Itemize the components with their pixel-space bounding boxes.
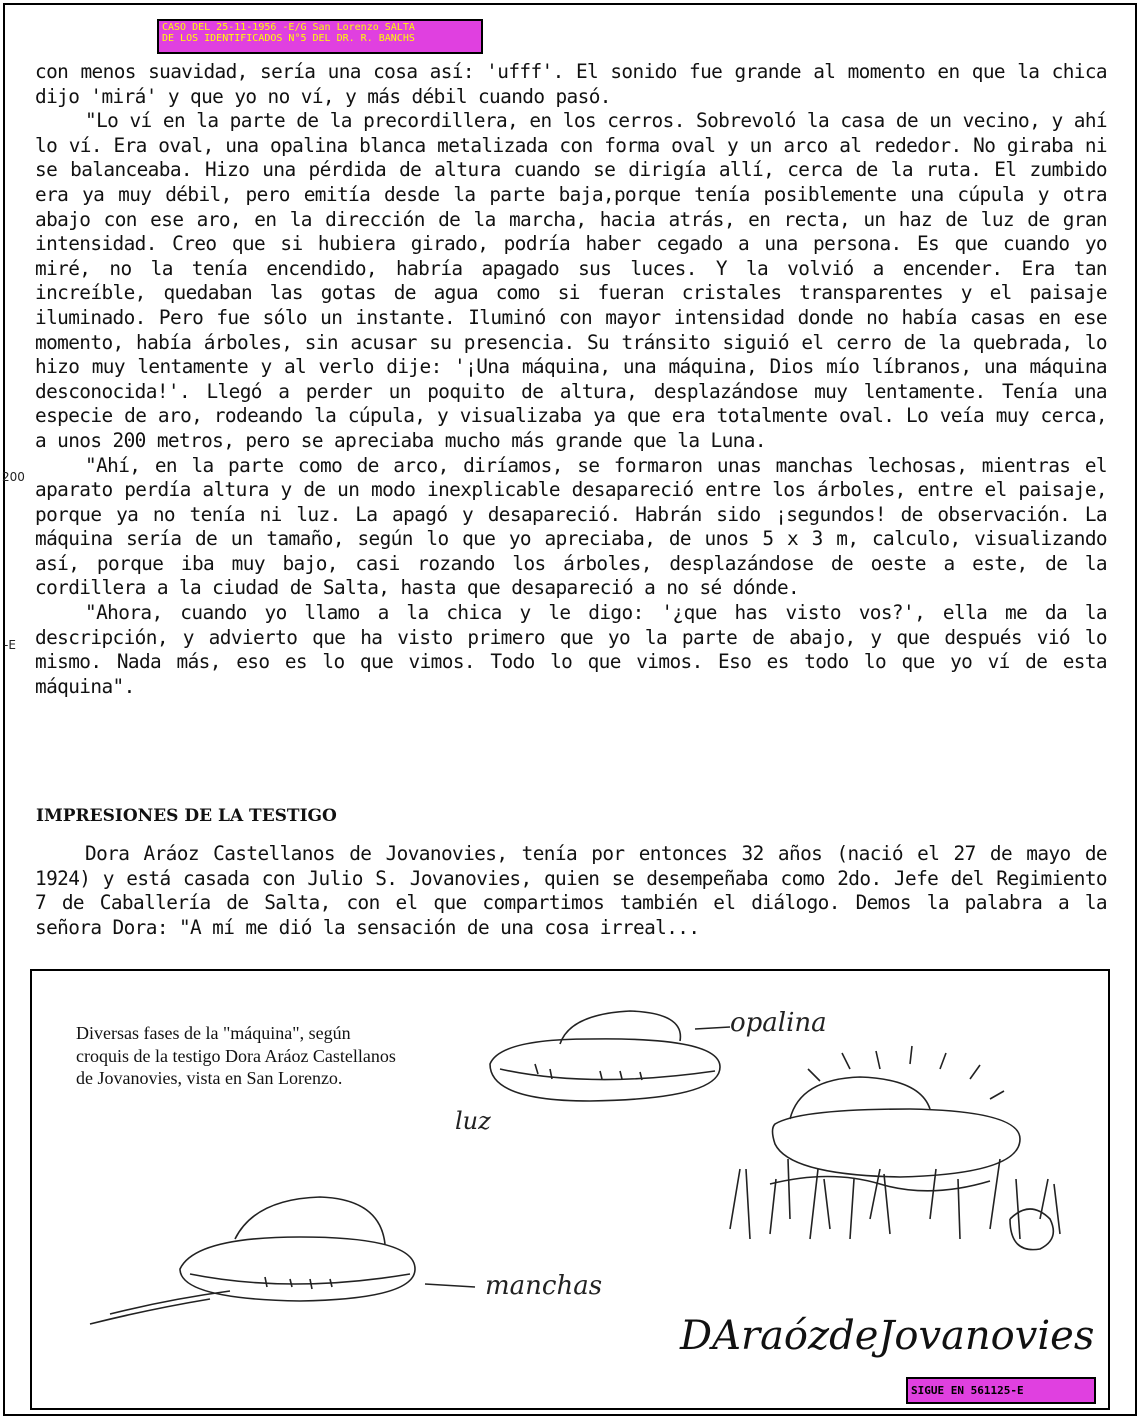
ufo-sketch bbox=[30, 969, 1110, 1410]
body-text bbox=[35, 60, 1107, 699]
figure-caption: Diversas fases de la "máquina", según croquis de la testigo Dora Aráoz Castellanos de Jovanovies, vista en San Lorenzo. bbox=[76, 1023, 396, 1088]
paragraph-2: "Lo ví en la parte de la precordillera, en los cerros. Sobrevoló la casa de un vecino, y ahí lo ví. Era oval, una opalina blanca metalizada con forma oval y un arco al rededor. No giraba ni se balanceaba. Hizo una pérdida de altura cuando se dirigía allí, cerca de la ruta. El zumbido era ya muy débil, pero emitía desde la parte baja,porque tenía posiblemente una cúpula y otra abajo con ese aro, en la dirección de la marcha, hacia atrás, en recta, un haz de luz de gran intensidad. Creo que si hubiera girado, podría haber cegado a una persona. Es que cuando yo miré, no la tenía encendido, habría apagado sus luces. Y la volvió a encender. Era tan increíble, quedaban las gotas de agua como si fueran cristales transparentes y el paisaje iluminado. Pero fue sólo un instante. Iluminó con mayor intensidad donde no había casas en ese momento, había árboles, sin acusar su presencia. Su tránsito siguió el cerro de la quebrada, lo hizo muy lentamente y al verlo dije: '¡Una máquina, una máquina, Dios mío líbranos, una máquina desconocida!'. Llegó a perder un poquito de altura, desplazándose muy lentamente. Tenía una especie de aro, rodeando la cúpula, y visualizaba ya que era totalmente oval. Lo veía muy cerca, a unos 200 metros, pero se apreciaba mucho más grande que la Luna. bbox=[35, 109, 1107, 452]
case-header-line-1: CASO DEL 25-11-1956 -E/G San Lorenzo SALTA bbox=[162, 22, 415, 33]
margin-note-2: -E bbox=[4, 638, 16, 652]
margin-note-1: 200 bbox=[2, 470, 25, 484]
label-manchas: manchas bbox=[485, 1271, 603, 1301]
case-header-tag bbox=[157, 19, 483, 54]
paragraph-3: "Ahí, en la parte como de arco, diríamos, se formaron unas manchas lechosas, mientras el aparato perdía altura y de un modo inexplicable desapareció entre los árboles, entre el paisaje, porque ya no tenía ni luz. La apagó y desapareció. Habrán sido ¡segundos! de observación. La máquina sería de un tamaño, según lo que yo apreciaba, de unos 5 x 3 m, calculo, visualizando así, porque iba muy bajo, casi rozando los árboles, desplazándose de oeste a este, de la cordillera a la ciudad de Salta, hasta que desapareció a no sé dónde. bbox=[35, 453, 1107, 600]
craft-sketch-right bbox=[730, 1046, 1060, 1250]
paragraph-1: con menos suavidad, sería una cosa así: 'ufff'. El sonido fue grande al momento en que la chica dijo 'mirá' y que yo no ví, y más débil cuando pasó. bbox=[35, 60, 1107, 108]
craft-sketch-lower bbox=[90, 1197, 415, 1324]
section-paragraph-1: Dora Aráoz Castellanos de Jovanovies, tenía por entonces 32 años (nació el 27 de mayo de 1924) y está casada con Julio S. Jovanovies, quien se desempeñaba como 2do. Jefe del Regimiento 7 de Caballería de Salta, con el que compartimos también el diálogo. Demos la palabra a la señora Dora: "A mí me dió la sensación de una cosa irreal... bbox=[35, 842, 1107, 939]
label-luz: luz bbox=[455, 1107, 491, 1135]
craft-sketch-upper bbox=[490, 1011, 720, 1101]
label-opalina: opalina bbox=[730, 1008, 827, 1038]
section-heading: IMPRESIONES DE LA TESTIGO bbox=[36, 806, 337, 826]
signature: DAraózdeJovanovies bbox=[680, 1313, 1095, 1359]
paragraph-4: "Ahora, cuando yo llamo a la chica y le digo: '¿que has visto vos?', ella me da la descripción, y advierto que ha visto primero que yo la parte de abajo, y que después vió lo mismo. Nada más, eso es lo que vimos. Todo lo que vimos. Eso es todo lo que yo ví de esta máquina". bbox=[35, 601, 1107, 698]
section-text bbox=[35, 842, 1107, 940]
case-header-line-2: DE LOS IDENTIFICADOS N°5 DEL DR. R. BANCHS bbox=[162, 33, 415, 44]
continue-tag: SIGUE EN 561125-E bbox=[906, 1377, 1096, 1404]
